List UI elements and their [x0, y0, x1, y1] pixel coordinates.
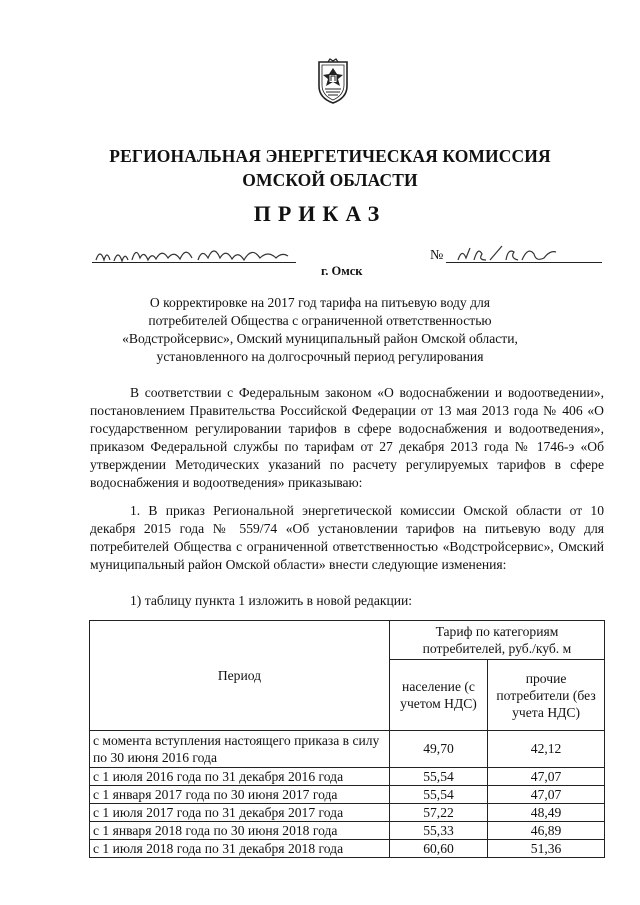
header-population: население (с учетом НДС): [389, 660, 487, 731]
row-period: с 1 июля 2016 года по 31 декабря 2016 года: [90, 768, 390, 786]
coat-of-arms-icon: [316, 58, 350, 104]
document-title: ПРИКАЗ: [253, 201, 387, 226]
row-period: с 1 января 2018 года по 30 июня 2018 года: [90, 822, 390, 840]
table-header-row: [90, 621, 605, 660]
row-population-tariff: 49,70: [389, 731, 487, 768]
row-population-tariff: 55,54: [389, 786, 487, 804]
row-population-tariff: 60,60: [389, 840, 487, 858]
table-row: [90, 804, 605, 822]
tariff-table: [89, 620, 605, 858]
org-line-1: РЕГИОНАЛЬНАЯ ЭНЕРГЕТИЧЕСКАЯ КОМИССИЯ: [109, 146, 551, 166]
row-population-tariff: 55,33: [389, 822, 487, 840]
row-other-tariff: 51,36: [488, 840, 605, 858]
subject-line-4: установленного на долгосрочный период регулирования: [156, 349, 484, 364]
row-period: с 1 июля 2017 года по 31 декабря 2017 года: [90, 804, 390, 822]
table-row: [90, 822, 605, 840]
city-label: г. Омск: [321, 264, 363, 278]
row-period: с 1 июля 2018 года по 31 декабря 2018 года: [90, 840, 390, 858]
number-underline: [446, 262, 602, 263]
subject-line-2: потребителей Общества с ограниченной ответственностью: [148, 313, 492, 328]
header-period: Период: [90, 621, 390, 731]
table-row: [90, 768, 605, 786]
table-row: [90, 786, 605, 804]
preamble-paragraph: В соответствии с Федеральным законом «О водоснабжении и водоотведении», постановлением Правительства Российской Федерации от 13 мая 2013 года № 406 «О государственном регулировании тарифов в сфере водоснабжения и водоотведения», приказом Федеральной службы по тарифам от 27 декабря 2013 года № 1746-э «Об утверждении Методических указаний по расчету регулируемых тарифов в сфере водоснабжения и водоотведения» приказываю:: [90, 385, 604, 490]
order-subject: [92, 294, 548, 366]
row-period: с 1 января 2017 года по 30 июня 2017 года: [90, 786, 390, 804]
row-other-tariff: 46,89: [488, 822, 605, 840]
handwritten-date-signature: [92, 240, 292, 268]
row-other-tariff: 42,12: [488, 731, 605, 768]
row-other-tariff: 48,49: [488, 804, 605, 822]
row-period: с момента вступления настоящего приказа в силу по 30 июня 2016 года: [90, 731, 390, 768]
row-other-tariff: 47,07: [488, 768, 605, 786]
subclause-1-paragraph: 1) таблицу пункта 1 изложить в новой редакции:: [130, 593, 413, 608]
row-population-tariff: 55,54: [389, 768, 487, 786]
issuing-authority: [60, 144, 600, 192]
header-tariff-group: Тариф по категориям потребителей, руб./куб. м: [389, 621, 604, 660]
table-row: [90, 840, 605, 858]
subject-line-1: О корректировке на 2017 год тарифа на питьевую воду для: [149, 295, 491, 310]
subject-line-3: «Водстройсервис», Омский муниципальный район Омской области,: [122, 331, 518, 346]
clause-1-paragraph: 1. В приказ Региональной энергетической комиссии Омской области от 10 декабря 2015 года № 559/74 «Об установлении тарифов на питьевую воду для потребителей Общества с ограниченной ответственностью «Водстройсервис», Омский муниципальный район Омской области» внести следующие изменения:: [90, 503, 604, 572]
number-sign: №: [430, 248, 444, 263]
org-line-2: ОМСКОЙ ОБЛАСТИ: [242, 170, 418, 190]
date-underline: [92, 262, 296, 263]
table-row: [90, 731, 605, 768]
row-other-tariff: 47,07: [488, 786, 605, 804]
handwritten-number-signature: [452, 240, 562, 268]
header-other-consumers: прочие потребители (без учета НДС): [488, 660, 605, 731]
row-population-tariff: 57,22: [389, 804, 487, 822]
